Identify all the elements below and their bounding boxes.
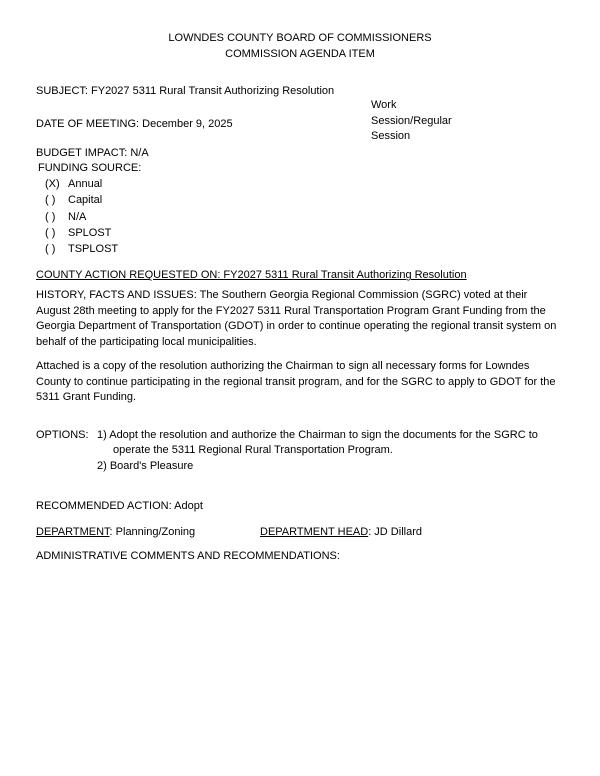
funding-option-na [45,210,564,226]
administrative-comments-line: ADMINISTRATIVE COMMENTS AND RECOMMENDATIONS: [36,549,340,562]
attached-resolution-paragraph: Attached is a copy of the resolution authorizing the Chairman to sign all necessary forms for Lowndes County to continue participating in the regional transit program, and for the SGRC to apply to GDOT for the 5311 Grant Funding. [36,360,556,404]
funding-option-label: SPLOST [68,226,112,239]
document-header [36,31,564,62]
department-head-label: DEPARTMENT HEAD [260,526,369,539]
department-value: : Planning/Zoning [109,526,196,539]
budget-impact-line: BUDGET IMPACT: N/A [36,146,149,159]
funding-option-label: Annual [68,178,103,191]
funding-option-label: N/A [68,210,87,223]
option-2: 2) Board's Pleasure [97,459,194,472]
department-label: DEPARTMENT [36,526,110,539]
funding-option-splost [45,226,564,242]
department-head-field [260,525,422,541]
funding-source-label: FUNDING SOURCE: [38,162,142,174]
department-field [36,525,260,541]
options-label: OPTIONS: [36,428,89,441]
funding-option-label: TSPLOST [68,242,119,255]
subject-line: SUBJECT: FY2027 5311 Rural Transit Authorizing Resolution [36,85,335,97]
county-action-requested-line: COUNTY ACTION REQUESTED ON: FY2027 5311 Rural Transit Authorizing Resolution [36,269,467,282]
funding-source-list [45,177,564,257]
document-title-line1: LOWNDES COUNTY BOARD OF COMMISSIONERS [168,32,432,44]
funding-option-annual [45,177,564,193]
options-list [97,428,564,475]
checkbox-mark: ( ) [45,210,56,223]
checkbox-mark: (X) [45,178,60,191]
checkbox-mark: ( ) [45,194,56,207]
session-type-note: Work Session/Regular Session [371,99,452,142]
department-head-value: : JD Dillard [368,526,422,539]
document-title-line2: COMMISSION AGENDA ITEM [225,47,375,60]
funding-option-label: Capital [68,194,103,207]
funding-option-capital [45,193,564,209]
checkbox-mark: ( ) [45,242,56,255]
options-section [36,428,564,475]
option-1: 1) Adopt the resolution and authorize the Chairman to sign the documents for the SGRC to operate the 5311 Regional Rural Transportation Program. [97,428,538,457]
date-of-meeting-line: DATE OF MEETING: December 9, 2025 [36,118,233,130]
funding-option-tsplost [45,242,564,258]
department-line [36,525,564,541]
checkbox-mark: ( ) [45,226,56,239]
history-facts-issues-paragraph: HISTORY, FACTS AND ISSUES: The Southern Georgia Regional Commission (SGRC) voted at their August 28th meeting to apply for the FY2027 5311 Rural Transportation Program Grant Funding from the Georgia Department of Transportation (GDOT) in order to continue operating the regional transit system on behalf of the participating local municipalities. [36,289,557,348]
recommended-action-line: RECOMMENDED ACTION: Adopt [36,500,203,513]
